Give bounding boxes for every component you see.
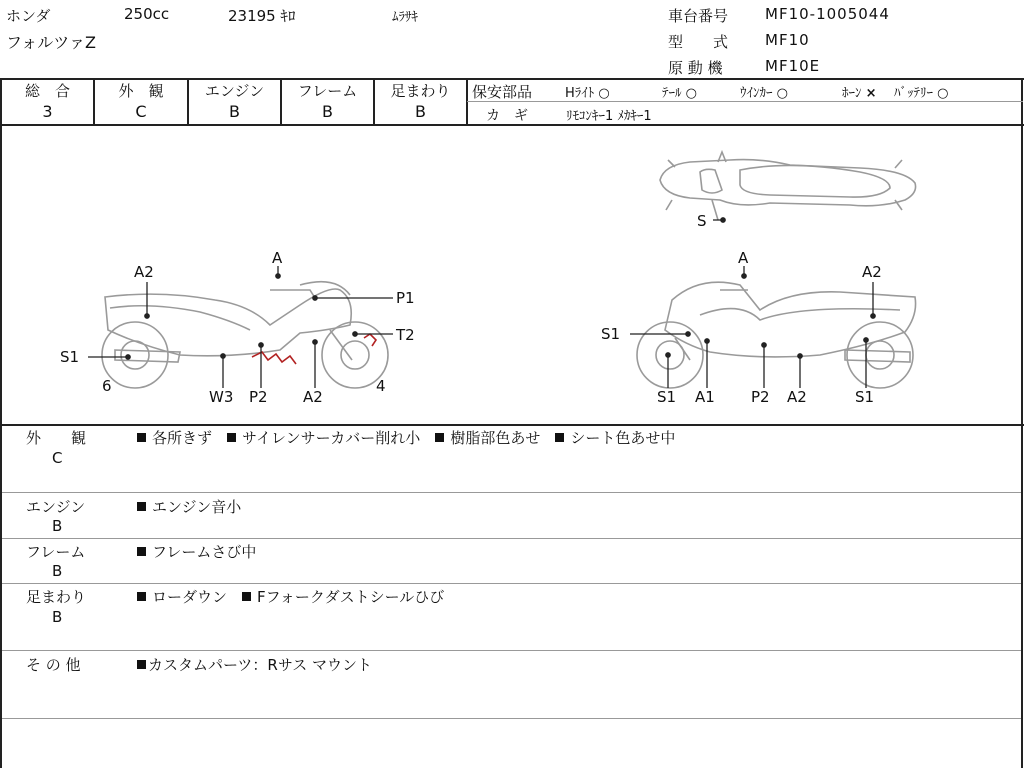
color: ﾑﾗｻｷ [392,10,418,25]
engine-label: 原 動 機 [668,59,723,77]
label-left-p1: P1 [396,289,415,307]
label-top-s: S [697,212,707,230]
note-grade: B [52,562,63,580]
label-left-p2: P2 [249,388,268,406]
divider [2,583,1021,584]
safety-item-headlight: Hﾗｲﾄ ○ [565,86,610,101]
divider [467,101,1023,102]
note-label: 外 観 [26,429,87,447]
damage-marks [252,334,376,364]
safety-item-tail: ﾃｰﾙ ○ [662,86,697,101]
displacement: 250cc [124,5,170,23]
motorcycle-right-view [637,282,916,388]
note-items: 各所きず サイレンサーカバー削れ小 樹脂部色あせ シート色あせ中 [137,427,675,448]
label-right-p2: P2 [751,388,770,406]
label-left-a2b: A2 [303,388,323,406]
note-items: ローダウン Fフォークダストシールひび [137,586,444,607]
note-label: 足まわり [26,588,87,606]
frame-grade: B [322,102,333,121]
label-left-s1: S1 [60,348,80,366]
safety-item-winker: ｳｲﾝｶｰ ○ [740,86,788,101]
label-right-s1b: S1 [657,388,677,406]
note-label: そ の 他 [26,656,81,674]
divider [2,718,1021,719]
mileage: 23195 ｷﾛ [228,7,296,25]
note-items: エンジン音小 [137,496,241,517]
engine-grade: B [229,102,240,121]
key-value: ﾘﾓｺﾝｷｰ1 ﾒｶｷｰ1 [566,109,652,124]
type-label: 型 式 [668,33,729,51]
divider [2,538,1021,539]
label-right-a1: A1 [695,388,715,406]
label-left-a2: A2 [134,263,154,281]
model-name: フォルツァZ [6,33,97,52]
label-right-s1c: S1 [855,388,875,406]
frame-no: MF10-1005044 [765,5,890,23]
frame-no-label: 車台番号 [668,7,729,25]
note-label: フレーム [26,543,86,561]
engine-grade-label: エンジン [204,82,265,100]
frame-grade-label: フレーム [297,82,358,100]
note-label: エンジン [26,498,86,516]
exterior-label: 外 観 [118,82,164,100]
suspension-label: 足まわり [390,82,451,100]
divider [2,492,1021,493]
label-left-a: A [272,249,283,267]
exterior-grade: C [135,102,147,121]
label-right-s1: S1 [601,325,621,343]
type-value: MF10 [765,31,810,49]
overall-grade: 3 [42,102,53,121]
label-right-a2: A2 [862,263,882,281]
note-items: フレームさび中 [137,541,256,562]
label-left-t2: T2 [396,326,415,344]
suspension-grade: B [415,102,426,121]
overall-label: 総 合 [24,82,70,100]
divider [0,424,1024,426]
damage-diagram [0,126,1022,423]
note-grade: B [52,608,63,626]
label-left-w3: W3 [209,388,234,406]
label-left-4: 4 [376,377,386,395]
safety-item-horn: ﾎｰﾝ × [842,86,877,101]
key-label: カ ギ [486,108,528,124]
note-items: カスタムパーツ：Rサス マウント [137,654,372,675]
maker: ホンダ [6,7,51,25]
label-left-6: 6 [102,377,112,395]
divider [2,650,1021,651]
safety-item-battery: ﾊﾞｯﾃﾘｰ ○ [894,86,949,101]
engine-value: MF10E [765,57,821,75]
label-right-a: A [738,249,749,267]
label-right-a2b: A2 [787,388,807,406]
motorcycle-top-view [660,152,916,220]
note-grade: B [52,517,63,535]
note-grade: C [52,449,63,467]
safety-label: 保安部品 [472,83,533,101]
